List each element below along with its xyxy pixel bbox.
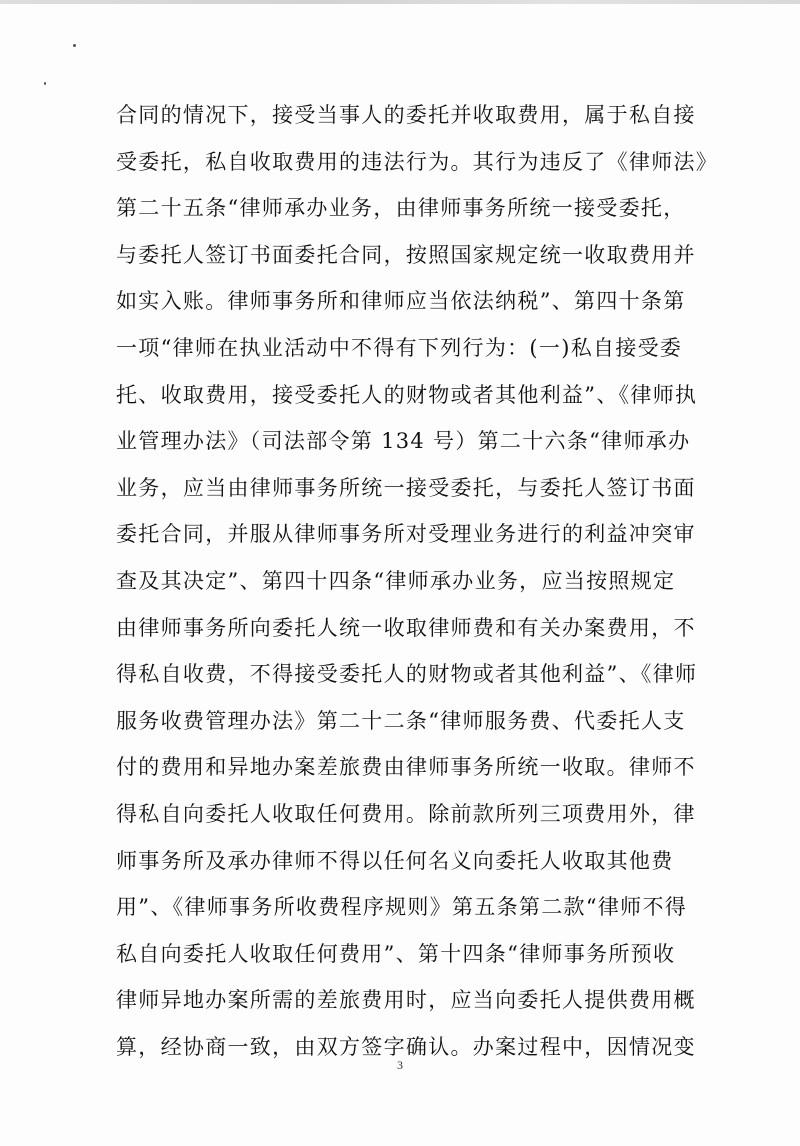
- text-line: 付的费用和异地办案差旅费由律师事务所统一收取。律师不: [116, 755, 696, 780]
- scan-speck: [44, 82, 46, 85]
- text-line: 第二十五条“律师承办业务，由律师事务所统一接受委托，: [116, 196, 686, 221]
- text-line: 业务，应当由律师事务所统一接受委托，与委托人签订书面: [116, 475, 696, 500]
- text-line: 委托合同，并服从律师事务所对受理业务进行的利益冲突审: [116, 522, 696, 547]
- text-line: 服务收费管理办法》第二十二条“律师服务费、代委托人支: [116, 708, 686, 733]
- text-line: 师事务所及承办律师不得以任何名义向委托人收取其他费: [116, 848, 674, 873]
- text-line: 合同的情况下，接受当事人的委托并收取费用，属于私自接: [116, 103, 696, 127]
- text-line: 与委托人签订书面委托合同，按照国家规定统一收取费用并: [116, 242, 696, 267]
- text-line: 算，经协商一致，由双方签字确认。办案过程中，因情况变: [116, 1034, 696, 1059]
- text-line: 私自向委托人收取任何费用”、第十四条“律师事务所预收: [116, 941, 676, 966]
- text-line: 一项“律师在执业活动中不得有下列行为：(一)私自接受委: [116, 335, 683, 360]
- text-line: 得私自收费，不得接受委托人的财物或者其他利益”、《律师: [116, 662, 698, 687]
- text-line: 如实入账。律师事务所和律师应当依法纳税”、第四十条第: [116, 289, 686, 314]
- text-line: 得私自向委托人收取任何费用。除前款所列三项费用外，律: [116, 801, 696, 826]
- scan-top-edge: [0, 0, 800, 4]
- text-line: 用”、《律师事务所收费程序规则》第五条第二款“律师不得: [116, 895, 688, 920]
- text-line: 查及其决定”、第四十四条“律师承办业务，应当按照规定: [116, 568, 676, 593]
- body-text: [116, 92, 719, 1070]
- page-number: 3: [397, 1058, 403, 1072]
- text-line: 律师异地办案所需的差旅费用时，应当向委托人提供费用概: [116, 988, 696, 1013]
- text-line: 业管理办法》（司法部令第 134 号）第二十六条“律师承办: [116, 429, 691, 454]
- text-line: 由律师事务所向委托人统一收取律师费和有关办案费用，不: [116, 615, 696, 640]
- scan-speck: [73, 44, 76, 47]
- text-line: 托、收取费用，接受委托人的财物或者其他利益”、《律师执: [116, 382, 698, 407]
- text-line: 受委托，私自收取费用的违法行为。其行为违反了《律师法》: [116, 149, 719, 174]
